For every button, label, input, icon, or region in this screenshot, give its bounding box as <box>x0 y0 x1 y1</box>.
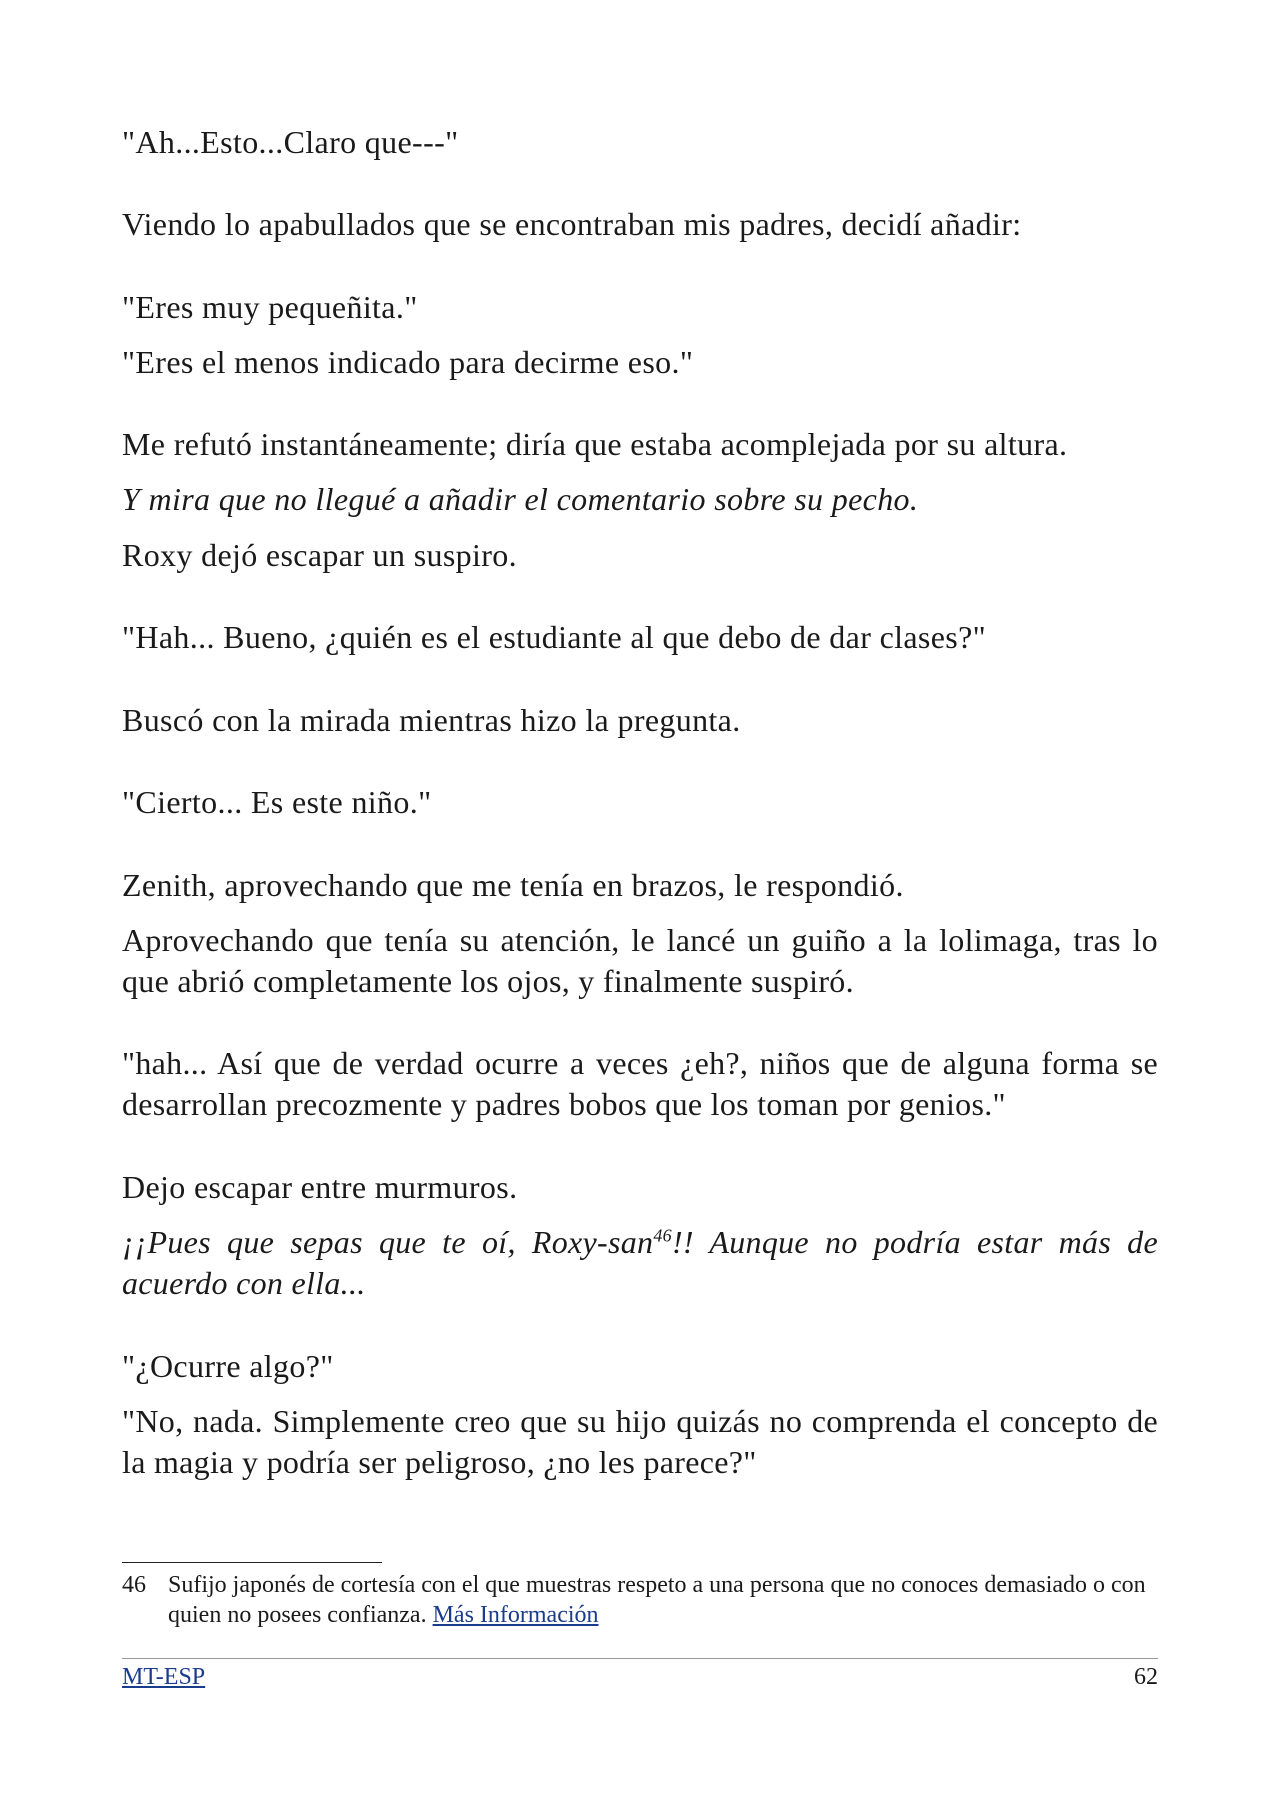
thought-text: ¡¡Pues que sepas que te oí, Roxy-san <box>122 1224 654 1260</box>
dialogue-paragraph: "No, nada. Simplemente creo que su hijo quizás no comprenda el concepto de la magia y podría ser peligroso, ¿no les parece?" <box>122 1403 1158 1480</box>
narration-line: Buscó con la mirada mientras hizo la pregunta. <box>122 702 741 738</box>
narration-line: Zenith, aprovechando que me tenía en brazos, le respondió. <box>122 867 904 903</box>
footnote-text <box>168 1570 1158 1630</box>
dialogue-line: "Hah... Bueno, ¿quién es el estudiante al que debo de dar clases?" <box>122 619 987 655</box>
thought-line: Y mira que no llegué a añadir el comentario sobre su pecho. <box>122 481 919 517</box>
dialogue-line: "¿Ocurre algo?" <box>122 1348 334 1384</box>
dialogue-paragraph: "hah... Así que de verdad ocurre a veces ¿eh?, niños que de alguna forma se desarrollan precozmente y padres bobos que los toman por genios." <box>122 1045 1158 1122</box>
thought-text: !! Aunque no podría estar más de acuerdo con ella... <box>122 1224 1158 1301</box>
footer-site-link[interactable]: MT-ESP <box>122 1664 206 1690</box>
footnote-reference[interactable]: 46 <box>653 1225 672 1246</box>
narration-paragraph: Aprovechando que tenía su atención, le lancé un guiño a la lolimaga, tras lo que abrió completamente los ojos, y finalmente suspiró. <box>122 922 1158 999</box>
narration-line: Dejo escapar entre murmuros. <box>122 1169 518 1205</box>
footnote-number: 46 <box>122 1572 146 1598</box>
narration-line: Roxy dejó escapar un suspiro. <box>122 537 517 573</box>
dialogue-line: "Eres muy pequeñita." <box>122 289 418 325</box>
narration-line: Me refutó instantáneamente; diría que estaba acomplejada por su altura. <box>122 426 1068 462</box>
footnote-body: Sufijo japonés de cortesía con el que muestras respeto a una persona que no conoces demasiado o con quien no posees confianza. <box>168 1572 1146 1628</box>
thought-paragraph <box>122 1222 1158 1304</box>
document-page <box>122 0 1158 1811</box>
dialogue-line: "Cierto... Es este niño." <box>122 784 432 820</box>
footnote-divider <box>122 1562 382 1563</box>
narration-line: Viendo lo apabullados que se encontraban mis padres, decidí añadir: <box>122 206 1022 242</box>
more-info-link[interactable]: Más Información <box>432 1602 599 1628</box>
dialogue-line: "Eres el menos indicado para decirme eso." <box>122 344 694 380</box>
page-number: 62 <box>1134 1664 1158 1690</box>
footer-divider <box>122 1658 1158 1659</box>
dialogue-line: "Ah...Esto...Claro que---" <box>122 124 459 160</box>
